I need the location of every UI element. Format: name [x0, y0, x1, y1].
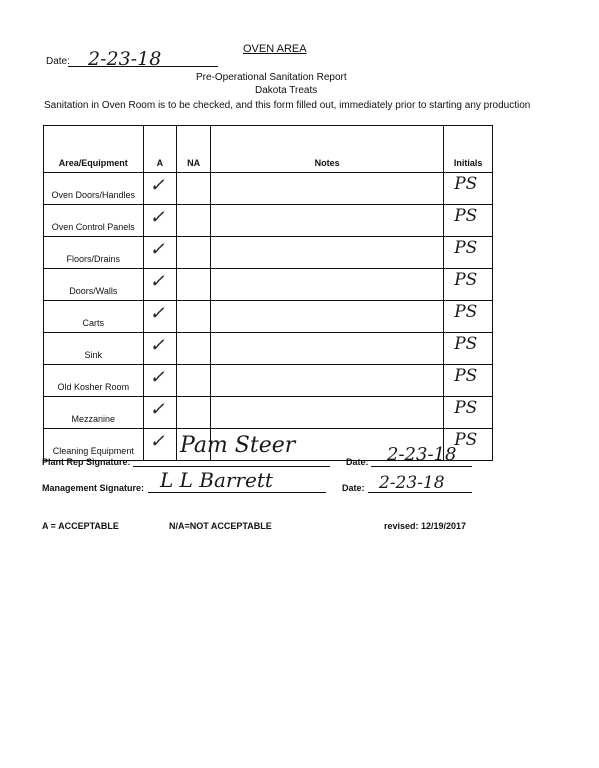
sanitation-table — [43, 125, 493, 461]
row-acceptable — [143, 397, 177, 429]
row-area: Oven Control Panels — [44, 205, 144, 237]
date-value: 2-23-18 — [88, 48, 162, 70]
row-initials — [444, 173, 493, 205]
legend-acceptable: A = ACCEPTABLE — [42, 521, 119, 531]
checkmark-icon: ✓ — [149, 399, 165, 420]
plant-rep-date-label: Date: — [346, 457, 369, 467]
initials-value: PS — [454, 366, 478, 386]
table-row — [44, 397, 493, 429]
management-label: Management Signature: — [42, 483, 145, 493]
row-not-acceptable — [177, 365, 211, 397]
col-initials: Initials — [444, 126, 493, 173]
row-notes — [210, 301, 443, 333]
table-row — [44, 365, 493, 397]
instructions: Sanitation in Oven Room is to be checked, and this form filled out, immediately prior to starting any production — [44, 100, 531, 111]
row-notes — [210, 365, 443, 397]
initials-value: PS — [454, 206, 478, 226]
row-area: Old Kosher Room — [44, 365, 144, 397]
row-not-acceptable — [177, 301, 211, 333]
col-a: A — [143, 126, 177, 173]
row-acceptable — [143, 301, 177, 333]
table-row — [44, 301, 493, 333]
row-not-acceptable — [177, 397, 211, 429]
row-area: Cleaning Equipment — [44, 429, 144, 461]
checkmark-icon: ✓ — [149, 431, 165, 452]
initials-value: PS — [454, 238, 478, 258]
row-not-acceptable — [177, 205, 211, 237]
plant-rep-line — [133, 466, 330, 467]
row-area: Doors/Walls — [44, 269, 144, 301]
row-notes — [210, 237, 443, 269]
row-area: Mezzanine — [44, 397, 144, 429]
row-acceptable — [143, 173, 177, 205]
row-notes — [210, 205, 443, 237]
plant-rep-signature: Pam Steer — [180, 433, 296, 458]
row-not-acceptable — [177, 237, 211, 269]
form-title: OVEN AREA — [243, 43, 307, 55]
col-notes: Notes — [210, 126, 443, 173]
table-header-row — [44, 126, 493, 173]
row-notes — [210, 269, 443, 301]
row-acceptable — [143, 205, 177, 237]
checkmark-icon: ✓ — [149, 207, 165, 228]
row-initials — [444, 365, 493, 397]
row-notes — [210, 397, 443, 429]
management-signature: L L Barrett — [160, 468, 273, 492]
row-acceptable — [143, 269, 177, 301]
row-acceptable — [143, 333, 177, 365]
checkmark-icon: ✓ — [149, 175, 165, 196]
row-area: Oven Doors/Handles — [44, 173, 144, 205]
date-label: Date: — [46, 56, 70, 67]
initials-value: PS — [454, 334, 478, 354]
row-acceptable — [143, 237, 177, 269]
row-acceptable — [143, 429, 177, 461]
row-area: Floors/Drains — [44, 237, 144, 269]
row-initials — [444, 237, 493, 269]
row-initials — [444, 333, 493, 365]
initials-value: PS — [454, 302, 478, 322]
table-row — [44, 173, 493, 205]
plant-rep-date-line — [371, 466, 472, 467]
row-initials — [444, 269, 493, 301]
row-notes — [210, 173, 443, 205]
initials-value: PS — [454, 398, 478, 418]
plant-rep-date: 2-23-18 — [387, 444, 457, 465]
table-row — [44, 269, 493, 301]
checkmark-icon: ✓ — [149, 303, 165, 324]
management-line — [148, 492, 326, 493]
table-row — [44, 237, 493, 269]
revised-date: revised: 12/19/2017 — [384, 521, 467, 531]
initials-value: PS — [454, 174, 478, 194]
company-name: Dakota Treats — [255, 85, 318, 96]
row-not-acceptable — [177, 333, 211, 365]
checkmark-icon: ✓ — [149, 271, 165, 292]
row-notes — [210, 333, 443, 365]
checkmark-icon: ✓ — [149, 367, 165, 388]
table-row — [44, 333, 493, 365]
row-initials — [444, 301, 493, 333]
row-area: Carts — [44, 301, 144, 333]
report-subtitle: Pre-Operational Sanitation Report — [196, 72, 347, 83]
col-area: Area/Equipment — [44, 126, 144, 173]
plant-rep-label: Plant Rep Signature: — [42, 457, 131, 467]
row-initials — [444, 397, 493, 429]
checkmark-icon: ✓ — [149, 335, 165, 356]
checkmark-icon: ✓ — [149, 239, 165, 260]
row-acceptable — [143, 365, 177, 397]
row-area: Sink — [44, 333, 144, 365]
management-date: 2-23-18 — [379, 473, 445, 493]
col-na: NA — [177, 126, 211, 173]
initials-value: PS — [454, 270, 478, 290]
management-date-label: Date: — [342, 483, 365, 493]
table-row — [44, 205, 493, 237]
row-not-acceptable — [177, 269, 211, 301]
legend-not-acceptable: N/A=NOT ACCEPTABLE — [169, 521, 272, 531]
row-not-acceptable — [177, 173, 211, 205]
initials-value: PS — [454, 430, 478, 450]
row-initials — [444, 205, 493, 237]
